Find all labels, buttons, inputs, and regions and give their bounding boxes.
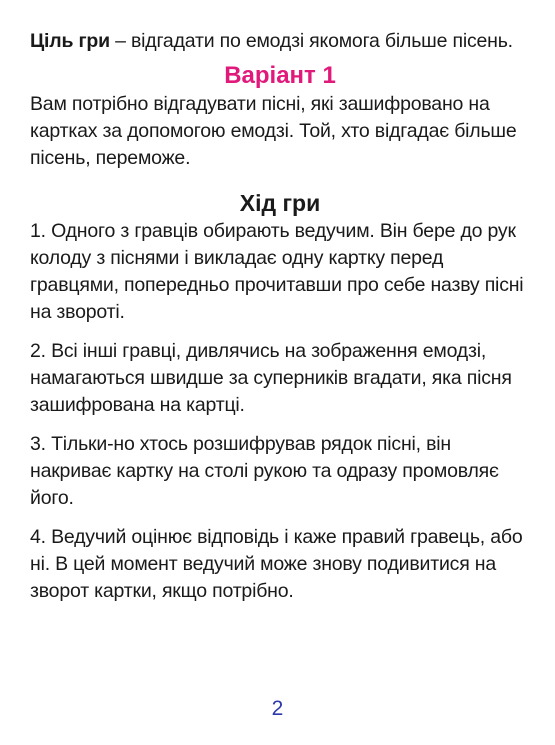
- game-step-4: 4. Ведучий оцінює відповідь і каже правий гравець, або ні. В цей момент ведучий може знову подивитися на зворот картки, якщо потрібно.: [30, 526, 523, 602]
- game-goal-text: – відгадати по емодзі якомога більше пісень.: [109, 30, 513, 52]
- variant-heading: Варіант 1: [224, 62, 336, 89]
- document-page: [30, 28, 530, 605]
- game-goal-label: Ціль гри: [30, 30, 110, 52]
- game-step-3: 3. Тільки-но хтось розшифрував рядок пісні, він накриває картку на столі рукою та одразу промовляє його.: [30, 433, 499, 509]
- game-step-2: 2. Всі інші гравці, дивлячись на зображення емодзі, намагаються швидше за суперників вгадати, яка пісня зашифрована на картці.: [30, 340, 512, 416]
- game-step-1: 1. Одного з гравців обирають ведучим. Він бере до рук колоду з піснями і викладає одну картку перед гравцями, попередньо прочитавши про себе назву пісні на звороті.: [30, 220, 524, 323]
- variant-description: Вам потрібно відгадувати пісні, які зашифровано на картках за допомогою емодзі. Той, хто відгадає більше пісень, переможе.: [30, 93, 517, 169]
- game-goal: [30, 28, 530, 55]
- page-number: 2: [271, 697, 284, 720]
- game-flow-heading: Хід гри: [239, 190, 321, 216]
